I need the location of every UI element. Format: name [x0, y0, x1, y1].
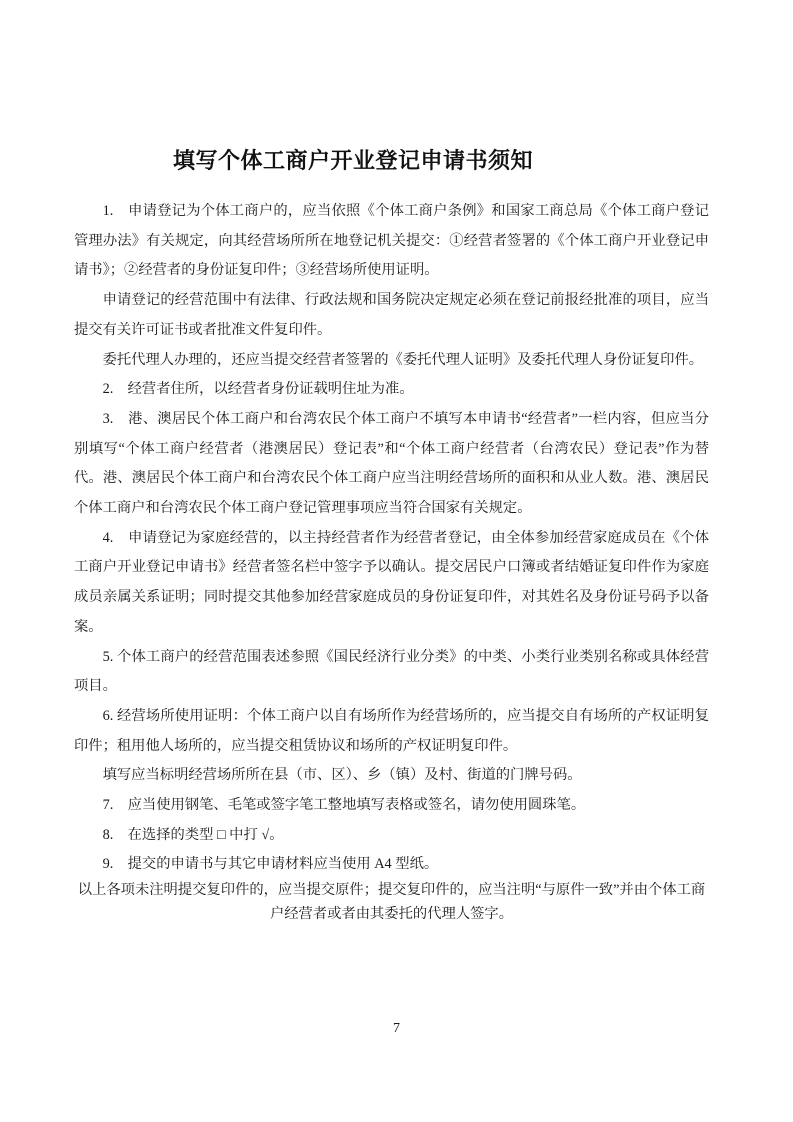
notice-paragraph: 9. 提交的申请书与其它申请材料应当使用 A4 型纸。 [102, 856, 439, 873]
notice-paragraph: 4. 申请登记为家庭经营的，以主持经营者作为经营者登记，由全体参加经营家庭成员在《个体工商户开业登记申请书》经营者签名栏中签字予以确认。提交居民户口簿或者结婚证复印件作为家庭成员亲属关系证明；同时提交其他参加经营家庭成员的身份证复印件，对其姓名及身份证号码予以备案。 [74, 529, 709, 635]
notice-paragraph: 6. 经营场所使用证明：个体工商户以自有场所作为经营场所的，应当提交自有场所的产权证明复印件；租用他人场所的，应当提交租赁协议和场所的产权证明复印件。 [74, 707, 709, 754]
notice-paragraph: 3. 港、澳居民个体工商户和台湾农民个体工商户不填写本申请书“经营者”一栏内容，但应当分别填写“个体工商户经营者（港澳居民）登记表”和“个体工商户经营者（台湾农民）登记表”作为替代。港、澳居民个体工商户和台湾农民个体工商户应当注明经营场所的面积和从业人数。港、澳居民个体工商户和台湾农民个体工商户登记管理事项应当符合国家有关规定。 [74, 410, 709, 517]
notice-paragraph: 7. 应当使用钢笔、毛笔或签字笔工整地填写表格或签名，请勿使用圆珠笔。 [102, 797, 586, 814]
page-title: 填写个体工商户开业登记申请书须知 [172, 148, 533, 173]
notice-paragraph: 2. 经营者住所，以经营者身份证载明住址为准。 [102, 381, 414, 398]
notice-paragraph: 以上各项未注明提交复印件的，应当提交原件；提交复印件的，应当注明“与原件一致”并由个体工商户经营者或者由其委托的代理人签字。 [77, 882, 706, 923]
notice-paragraph: 申请登记的经营范围中有法律、行政法规和国务院决定规定必须在登记前报经批准的项目，应当提交有关许可证书或者批准文件复印件。 [74, 292, 709, 338]
notice-paragraph: 8. 在选择的类型 □ 中打 √。 [102, 826, 284, 843]
notice-paragraph: 委托代理人办理的，还应当提交经营者签署的《委托代理人证明》及委托代理人身份证复印件。 [102, 351, 704, 368]
notice-paragraph: 填写应当标明经营场所所在县（市、区）、乡（镇）及村、街道的门牌号码。 [102, 767, 582, 784]
notice-paragraph: 1. 申请登记为个体工商户的，应当依照《个体工商户条例》和国家工商总局《个体工商户登记管理办法》有关规定，向其经营场所所在地登记机关提交：①经营者签署的《个体工商户开业登记申请书》；②经营者的身份证复印件；③经营场所使用证明。 [74, 203, 709, 279]
notice-body [74, 197, 709, 926]
page-number: 7 [393, 1021, 400, 1036]
notice-paragraph: 5. 个体工商户的经营范围表述参照《国民经济行业分类》的中类、小类行业类别名称或具体经营项目。 [74, 648, 709, 695]
